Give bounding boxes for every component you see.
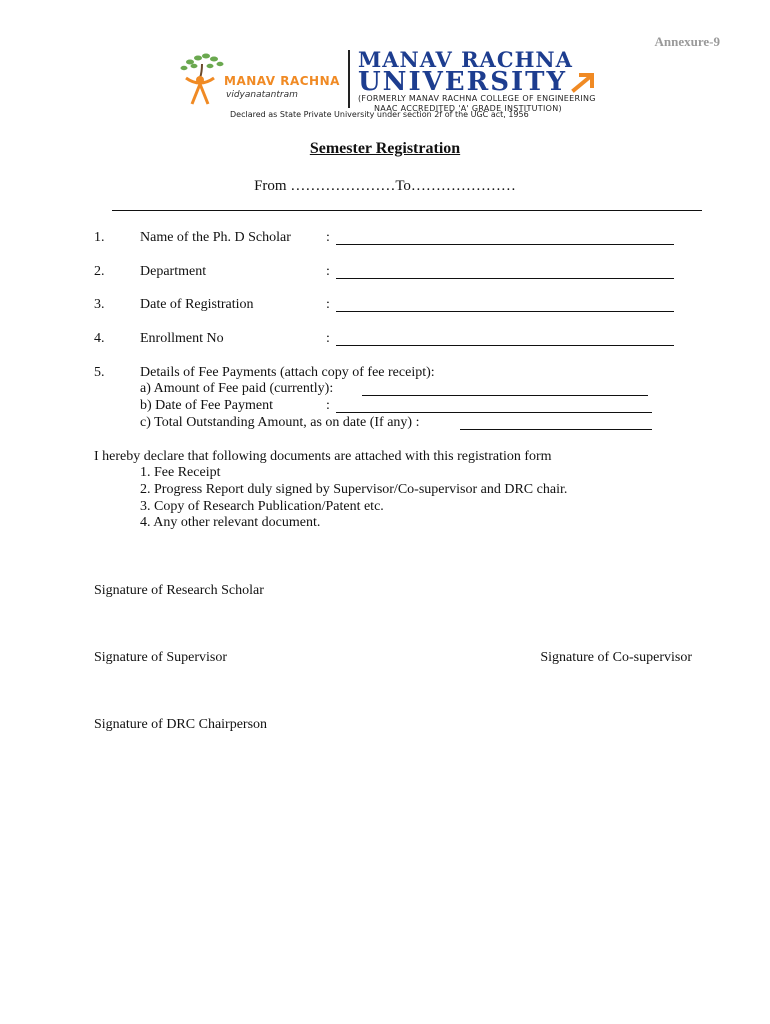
enrollment-field[interactable] bbox=[336, 331, 674, 346]
declared-note: Declared as State Private University under section 2f of the UGC act, 1956 bbox=[230, 110, 529, 119]
outstanding-row bbox=[140, 415, 419, 431]
fee-amount-field[interactable] bbox=[362, 381, 648, 396]
field-colon: : bbox=[326, 331, 330, 346]
arrow-icon bbox=[571, 71, 599, 93]
field-colon: : bbox=[326, 297, 330, 312]
annexure-label: Annexure-9 bbox=[654, 34, 720, 49]
declaration-item: 3. Copy of Research Publication/Patent etc. bbox=[140, 499, 384, 514]
field-label: Date of Registration bbox=[140, 297, 254, 312]
university-naac: NAAC ACCREDITED 'A' GRADE INSTITUTION) bbox=[374, 104, 562, 113]
signature-co-supervisor: Signature of Co-supervisor bbox=[540, 650, 692, 665]
scholar-name-field[interactable] bbox=[336, 230, 674, 245]
field-number: 1. bbox=[94, 230, 105, 245]
signature-scholar: Signature of Research Scholar bbox=[94, 583, 264, 598]
divider-rule bbox=[112, 210, 702, 211]
from-to-line: From …………………To………………… bbox=[254, 178, 516, 194]
field-label: Department bbox=[140, 264, 207, 279]
field-colon: : bbox=[326, 230, 330, 245]
logo-divider bbox=[348, 50, 350, 108]
fee-date-field[interactable] bbox=[336, 398, 652, 413]
department-field[interactable] bbox=[336, 264, 674, 279]
signature-supervisor: Signature of Supervisor bbox=[94, 650, 227, 665]
signature-drc: Signature of DRC Chairperson bbox=[94, 717, 268, 732]
university-name-line1: MANAV RACHNA bbox=[358, 47, 573, 72]
declaration-item: 4. Any other relevant document. bbox=[140, 515, 321, 530]
field-number: 4. bbox=[94, 331, 105, 346]
page-title: Semester Registration bbox=[309, 140, 461, 157]
field-number: 2. bbox=[94, 264, 105, 279]
outstanding-field[interactable] bbox=[460, 415, 652, 430]
fee-details-label: Details of Fee Payments (attach copy of fee receipt): bbox=[140, 365, 435, 380]
fee-date-row bbox=[140, 398, 330, 414]
field-label: Enrollment No bbox=[140, 331, 224, 346]
brand-name: MANAV RACHNA bbox=[224, 74, 340, 88]
university-formerly: (FORMERLY MANAV RACHNA COLLEGE OF ENGINEERING bbox=[358, 94, 596, 103]
field-colon: : bbox=[326, 264, 330, 279]
declaration-item: 1. Fee Receipt bbox=[140, 465, 221, 480]
fee-date-colon: : bbox=[326, 398, 330, 413]
field-number: 5. bbox=[94, 365, 105, 380]
fee-date-label: b) Date of Fee Payment bbox=[140, 398, 273, 413]
fee-amount-row bbox=[140, 381, 333, 397]
fee-amount-label: a) Amount of Fee paid (currently): bbox=[140, 381, 334, 396]
declaration-intro: I hereby declare that following documents are attached with this registration form bbox=[94, 449, 552, 464]
university-name-line2-wrap bbox=[358, 67, 648, 97]
university-logo bbox=[358, 47, 648, 114]
field-number: 3. bbox=[94, 297, 105, 312]
university-name-line2: UNIVERSITY bbox=[358, 67, 568, 97]
registration-date-field[interactable] bbox=[336, 297, 674, 312]
outstanding-label: c) Total Outstanding Amount, as on date (If any) : bbox=[140, 415, 420, 430]
brand-tagline: vidyanatantram bbox=[226, 90, 298, 100]
manav-rachna-logo bbox=[172, 52, 342, 112]
declaration-item: 2. Progress Report duly signed by Supervisor/Co-supervisor and DRC chair. bbox=[140, 482, 568, 497]
field-label: Name of the Ph. D Scholar bbox=[140, 230, 291, 245]
